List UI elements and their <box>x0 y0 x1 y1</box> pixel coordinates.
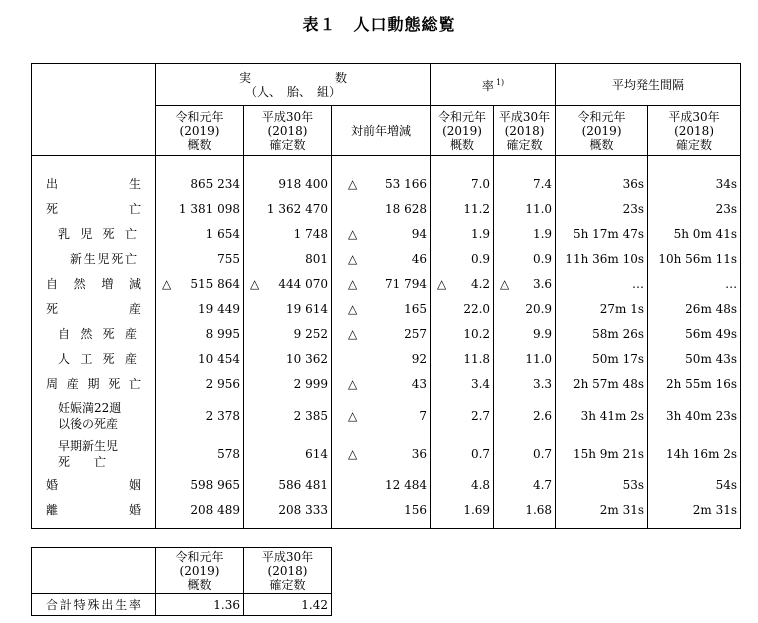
negative-mark: △ <box>348 408 358 423</box>
rate-h30 <box>494 272 556 297</box>
era-label: 平成30年 <box>668 109 720 124</box>
year-label: (2018) <box>267 563 308 578</box>
status-label: 確定数 <box>269 577 306 592</box>
change-cell <box>332 372 431 397</box>
change-value: 156 <box>404 503 428 517</box>
era-label: 平成30年 <box>261 109 314 124</box>
rate-r1-value: 2.7 <box>470 408 491 423</box>
row-label: 離 婚 <box>32 498 156 523</box>
count-h30 <box>244 498 332 523</box>
interval-h30: 10h 56m 11s <box>658 252 738 266</box>
count-r1-value: 8 995 <box>205 327 240 341</box>
count-h30 <box>244 372 332 397</box>
year-label: (2019) <box>179 123 220 138</box>
interval-h30: 56m 49s <box>685 327 738 341</box>
count-r1 <box>156 222 244 247</box>
row-label <box>32 435 156 473</box>
row-label-line2: 以後の死産 <box>58 416 119 431</box>
interval-h30: 2h 55m 16s <box>665 377 738 391</box>
year-label: (2019) <box>442 123 482 138</box>
status-label: 概数 <box>187 137 212 152</box>
table-row <box>32 435 741 473</box>
count-r1-value: 2 378 <box>205 408 240 423</box>
change-value: 53 166 <box>385 177 428 191</box>
rate-r1 <box>431 473 494 498</box>
change-value: 43 <box>411 377 428 391</box>
change-cell <box>332 498 431 523</box>
rate-h30 <box>494 372 556 397</box>
row-label: 周産期死亡 <box>32 372 156 397</box>
interval-r1: 5h 17m 47s <box>556 222 648 247</box>
rate-h30 <box>494 247 556 272</box>
row-label: 乳児死亡 <box>32 222 156 247</box>
rate-h30 <box>494 473 556 498</box>
count-r1-value: 755 <box>217 252 240 266</box>
count-h30 <box>244 172 332 197</box>
change-cell <box>332 297 431 322</box>
row-label: 新生児死亡 <box>32 247 156 272</box>
interval-r1: 53s <box>556 473 648 498</box>
table-row <box>32 297 741 322</box>
count-h30-value: 444 070 <box>278 277 328 291</box>
count-h30-value: 614 <box>305 446 328 461</box>
change-cell <box>332 172 431 197</box>
change-value: 12 484 <box>385 478 428 492</box>
rate-r1 <box>431 247 494 272</box>
change-value: 94 <box>411 227 428 241</box>
header-count-r1 <box>156 106 244 156</box>
rate-h30-value: 1.9 <box>532 227 553 241</box>
rate-h30 <box>494 297 556 322</box>
negative-mark: △ <box>348 377 358 391</box>
change-value: 7 <box>419 408 428 423</box>
rate-h30 <box>494 197 556 222</box>
count-r1 <box>156 272 244 297</box>
header-rate-r1 <box>431 106 494 156</box>
negative-mark: △ <box>348 446 358 461</box>
corner-cell <box>32 64 156 156</box>
interval-r1: 27m 1s <box>556 297 648 322</box>
row-label-line1: 早期新生児 <box>58 438 119 453</box>
rate-h30 <box>494 322 556 347</box>
rate-h30 <box>494 222 556 247</box>
table-row <box>32 172 741 197</box>
tfr-table <box>31 547 332 616</box>
rate-h30-value: 0.7 <box>532 446 553 461</box>
header-rate-label: 率 <box>481 79 494 93</box>
count-h30-value: 586 481 <box>278 478 328 492</box>
count-r1 <box>156 172 244 197</box>
rate-r1 <box>431 197 494 222</box>
era-label: 令和元年 <box>438 109 487 124</box>
row-label-line2: 死 亡 <box>58 454 107 469</box>
rate-h30 <box>494 498 556 523</box>
interval-h30: 34s <box>715 177 738 191</box>
rate-r1-value: 10.2 <box>463 327 491 341</box>
count-r1-value: 2 956 <box>205 377 240 391</box>
status-label: 確定数 <box>269 137 306 152</box>
interval-r1: 58m 26s <box>556 322 648 347</box>
header-rate <box>431 64 556 106</box>
count-h30-value: 9 252 <box>293 327 328 341</box>
interval-h30: 54s <box>715 478 738 492</box>
row-label: 死 亡 <box>32 197 156 222</box>
row-label <box>32 397 156 435</box>
table-row <box>32 473 741 498</box>
header-interval-h30 <box>648 106 741 156</box>
rate-r1 <box>431 272 494 297</box>
era-label: 令和元年 <box>175 109 224 124</box>
change-value: 257 <box>404 327 428 341</box>
status-label: 概数 <box>450 137 475 152</box>
count-r1-value: 1 654 <box>205 227 240 241</box>
era-label: 平成30年 <box>261 549 314 564</box>
change-value: 18 628 <box>385 202 428 216</box>
table-row <box>32 322 741 347</box>
count-h30-value: 19 614 <box>286 302 328 316</box>
change-cell <box>332 435 431 473</box>
rate-r1 <box>431 222 494 247</box>
table-row <box>32 197 741 222</box>
year-label: (2018) <box>267 123 308 138</box>
rate-h30-value: 3.6 <box>532 277 553 291</box>
interval-h30: 5h 0m 41s <box>673 227 738 241</box>
change-cell <box>332 197 431 222</box>
rate-r1-value: 4.2 <box>470 277 491 291</box>
rate-h30-value: 2.6 <box>532 408 553 423</box>
rate-r1-value: 0.7 <box>470 446 491 461</box>
interval-r1: 11h 36m 10s <box>556 247 648 272</box>
negative-mark: △ <box>162 277 172 291</box>
year-label: (2019) <box>179 563 220 578</box>
count-r1 <box>156 197 244 222</box>
count-h30 <box>244 322 332 347</box>
rate-r1-value: 11.2 <box>463 202 491 216</box>
era-label: 令和元年 <box>175 549 224 564</box>
change-cell <box>332 322 431 347</box>
status-label: 確定数 <box>506 137 543 152</box>
rate-r1 <box>431 172 494 197</box>
rate-r1-value: 22.0 <box>463 302 491 316</box>
rate-r1-value: 0.9 <box>470 252 491 266</box>
count-h30 <box>244 222 332 247</box>
count-r1-value: 19 449 <box>198 302 240 316</box>
count-r1 <box>156 397 244 435</box>
table-row <box>32 247 741 272</box>
year-label: (2019) <box>581 123 622 138</box>
change-cell <box>332 473 431 498</box>
change-cell <box>332 347 431 372</box>
count-h30 <box>244 247 332 272</box>
change-cell <box>332 247 431 272</box>
rate-r1-value: 4.8 <box>470 478 491 492</box>
change-value: 36 <box>411 446 428 461</box>
interval-h30: 26m 48s <box>685 302 738 316</box>
count-h30-value: 1 748 <box>293 227 328 241</box>
row-label: 婚 姻 <box>32 473 156 498</box>
rate-r1-value: 7.0 <box>470 177 491 191</box>
rate-h30 <box>494 347 556 372</box>
count-h30-value: 2 999 <box>293 377 328 391</box>
negative-mark: △ <box>500 277 510 291</box>
interval-r1: 50m 17s <box>556 347 648 372</box>
interval-h30: … <box>725 277 738 291</box>
interval-r1: 36s <box>556 172 648 197</box>
interval-r1: 3h 41m 2s <box>556 397 648 435</box>
rate-h30-value: 9.9 <box>532 327 553 341</box>
header-interval: 平均発生間隔 <box>612 77 685 92</box>
negative-mark: △ <box>348 252 358 266</box>
tfr-header-h30 <box>244 548 332 594</box>
change-value: 71 794 <box>385 277 428 291</box>
row-label: 自然死産 <box>32 322 156 347</box>
interval-h30: 50m 43s <box>685 352 738 366</box>
vital-statistics-table <box>31 63 741 529</box>
count-r1-value: 578 <box>217 446 240 461</box>
tfr-label: 合計特殊出生率 <box>32 594 156 616</box>
count-h30 <box>244 473 332 498</box>
change-value: 46 <box>411 252 428 266</box>
header-rate-note: 1) <box>495 78 505 87</box>
rate-h30 <box>494 397 556 435</box>
rate-r1 <box>431 322 494 347</box>
change-cell <box>332 272 431 297</box>
count-r1 <box>156 498 244 523</box>
interval-h30: 14h 16m 2s <box>665 446 738 461</box>
rate-r1 <box>431 347 494 372</box>
count-r1-value: 598 965 <box>190 478 240 492</box>
tfr-value-h30: 1.42 <box>244 594 332 616</box>
status-label: 確定数 <box>676 137 713 152</box>
era-label: 令和元年 <box>577 109 626 124</box>
row-label: 出 生 <box>32 172 156 197</box>
count-h30 <box>244 272 332 297</box>
count-r1 <box>156 473 244 498</box>
rate-r1 <box>431 397 494 435</box>
rate-r1 <box>431 297 494 322</box>
count-r1 <box>156 372 244 397</box>
header-change: 対前年増減 <box>332 106 431 156</box>
interval-r1: … <box>556 272 648 297</box>
count-h30-value: 1 362 470 <box>266 202 328 216</box>
count-r1-value: 515 864 <box>190 277 240 291</box>
tfr-value-r1: 1.36 <box>156 594 244 616</box>
negative-mark: △ <box>348 177 358 191</box>
count-r1-value: 208 489 <box>190 503 240 517</box>
change-cell <box>332 397 431 435</box>
header-jissuu-line1: 実 数 <box>239 70 348 85</box>
negative-mark: △ <box>250 277 260 291</box>
header-interval-r1 <box>556 106 648 156</box>
year-label: (2018) <box>674 123 714 138</box>
rate-h30-value: 11.0 <box>525 352 553 366</box>
count-h30-value: 918 400 <box>278 177 328 191</box>
change-value: 92 <box>411 352 428 366</box>
interval-h30: 2m 31s <box>692 503 738 517</box>
header-rate-h30 <box>494 106 556 156</box>
rate-r1-value: 1.9 <box>470 227 491 241</box>
rate-h30 <box>494 435 556 473</box>
rate-h30-value: 1.68 <box>525 503 553 517</box>
count-r1-value: 865 234 <box>190 177 240 191</box>
negative-mark: △ <box>348 327 358 341</box>
table-row <box>32 397 741 435</box>
interval-h30: 23s <box>715 202 738 216</box>
tfr-header-r1 <box>156 548 244 594</box>
interval-h30: 3h 40m 23s <box>665 408 738 423</box>
rate-r1 <box>431 372 494 397</box>
table-row <box>32 347 741 372</box>
count-r1 <box>156 247 244 272</box>
table-row <box>32 498 741 523</box>
rate-h30-value: 3.3 <box>532 377 553 391</box>
header-jissuu <box>156 64 431 106</box>
count-h30-value: 208 333 <box>278 503 328 517</box>
interval-r1: 2h 57m 48s <box>556 372 648 397</box>
rate-r1-value: 11.8 <box>463 352 491 366</box>
rate-h30-value: 4.7 <box>532 478 553 492</box>
count-r1-value: 1 381 098 <box>178 202 240 216</box>
rate-r1-value: 3.4 <box>470 377 491 391</box>
count-h30 <box>244 347 332 372</box>
count-r1 <box>156 322 244 347</box>
negative-mark: △ <box>348 277 358 291</box>
year-label: (2018) <box>504 123 545 138</box>
row-label: 人工死産 <box>32 347 156 372</box>
rate-h30-value: 7.4 <box>532 177 553 191</box>
table-row <box>32 272 741 297</box>
table-title: 表１ 人口動態総覧 <box>302 15 456 34</box>
count-h30 <box>244 197 332 222</box>
count-r1-value: 10 454 <box>198 352 240 366</box>
interval-r1: 15h 9m 21s <box>556 435 648 473</box>
status-label: 概数 <box>187 577 212 592</box>
count-r1 <box>156 435 244 473</box>
count-h30 <box>244 435 332 473</box>
negative-mark: △ <box>348 302 358 316</box>
change-cell <box>332 222 431 247</box>
table-row <box>32 222 741 247</box>
row-label: 死 産 <box>32 297 156 322</box>
header-count-h30 <box>244 106 332 156</box>
rate-r1 <box>431 498 494 523</box>
rate-h30-value: 0.9 <box>532 252 553 266</box>
rate-h30-value: 20.9 <box>525 302 553 316</box>
interval-r1: 23s <box>556 197 648 222</box>
row-label: 自然増減 <box>32 272 156 297</box>
count-r1 <box>156 297 244 322</box>
count-h30 <box>244 397 332 435</box>
status-label: 概数 <box>589 137 614 152</box>
count-r1 <box>156 347 244 372</box>
rate-r1 <box>431 435 494 473</box>
era-label: 平成30年 <box>498 109 551 124</box>
count-h30 <box>244 297 332 322</box>
table-row <box>32 372 741 397</box>
count-h30-value: 10 362 <box>286 352 328 366</box>
rate-r1-value: 1.69 <box>463 503 491 517</box>
change-value: 165 <box>404 302 428 316</box>
negative-mark: △ <box>437 277 447 291</box>
rate-h30 <box>494 172 556 197</box>
interval-r1: 2m 31s <box>556 498 648 523</box>
rate-h30-value: 11.0 <box>525 202 553 216</box>
header-jissuu-line2: （人、 胎、 組） <box>245 84 342 99</box>
count-h30-value: 801 <box>305 252 328 266</box>
negative-mark: △ <box>348 227 358 241</box>
row-label-line1: 妊娠満22週 <box>58 400 122 415</box>
count-h30-value: 2 385 <box>293 408 328 423</box>
